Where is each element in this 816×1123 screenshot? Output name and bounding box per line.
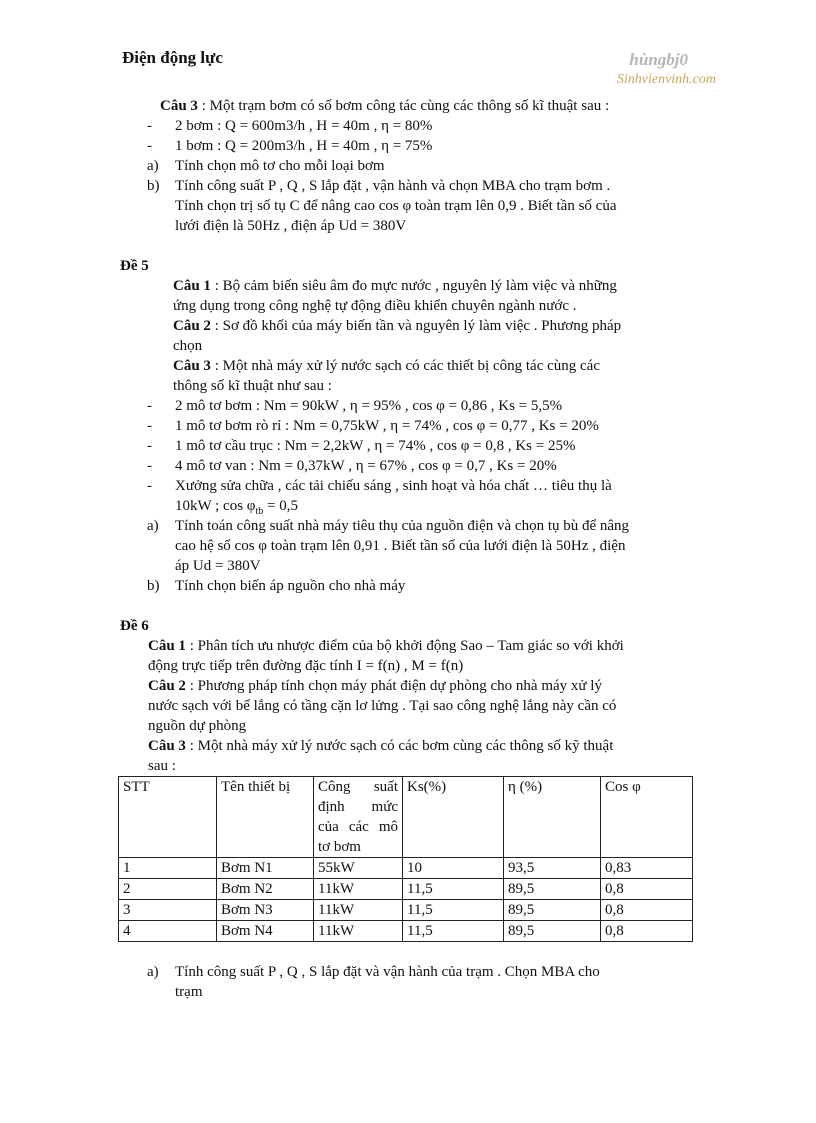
document-body [120,96,716,1002]
list-item: a) Tính công suất P , Q , S lắp đặt và vận hành của trạm . Chọn MBA cho trạm [147,964,600,1000]
table-row [119,900,693,921]
header-cell: η (%) [504,777,601,858]
table-cell: 55kW [314,858,403,879]
section-title-de5: Đề 5 [120,258,149,274]
table-cell: 11kW [314,900,403,921]
table-cell: 11kW [314,879,403,900]
header-cell: Cos φ [601,777,693,858]
watermark-site: Sinhvienvinh.com [616,72,716,87]
header-cell: STT [119,777,217,858]
list-item: - 1 bơm : Q = 200m3/h , H = 40m , η = 75% [147,138,433,154]
header-cell: Công suất định mức của các mô tơ bơm [314,777,403,858]
de6-cau2: Câu 2 : Phương pháp tính chọn máy phát điện dự phòng cho nhà máy xử lý nước sạch với bể lắng có tầng cặn lơ lửng . Tại sao công nghệ lắng này cần có nguồn dự phòng [148,678,617,734]
table-cell: Bơm N3 [217,900,314,921]
page-title: Điện động lực [122,48,223,67]
table-cell: 1 [119,858,217,879]
table-cell: 11,5 [403,921,504,942]
watermark-name: hùngbj0 [629,50,688,69]
table-cell: 10 [403,858,504,879]
table-cell: 89,5 [504,921,601,942]
de5-cau2: Câu 2 : Sơ đồ khối của máy biến tần và nguyên lý làm việc . Phương pháp chọn [173,318,622,354]
table-cell: 0,8 [601,900,693,921]
table-cell: 0,83 [601,858,693,879]
list-item: - 1 mô tơ bơm rò rỉ : Nm = 0,75kW , η = 74% , cos φ = 0,77 , Ks = 20% [147,418,599,434]
table-cell: 11,5 [403,879,504,900]
spec-table [118,776,693,942]
table-cell: 4 [119,921,217,942]
section-title-de6: Đề 6 [120,618,149,634]
table-cell: 89,5 [504,900,601,921]
page-header [122,48,718,93]
table-cell: Bơm N1 [217,858,314,879]
header-cell: Ks(%) [403,777,504,858]
list-item: a) Tính toán công suất nhà máy tiêu thụ của nguồn điện và chọn tụ bù để nâng cao hệ số cos φ toàn trạm lên 0,91 . Biết tần số của lưới điện là 50Hz , điện áp Ud = 380V [147,518,630,574]
list-item: - 2 bơm : Q = 600m3/h , H = 40m , η = 80% [147,118,433,134]
table-header-row [119,777,693,858]
table-row [119,879,693,900]
list-item: a) Tính chọn mô tơ cho mỗi loại bơm [147,158,385,174]
de5-cau3: Câu 3 : Một nhà máy xử lý nước sạch có các thiết bị công tác cùng các thông số kĩ thuật như sau : [173,358,600,394]
table-cell: 89,5 [504,879,601,900]
list-item: - 1 mô tơ cầu trục : Nm = 2,2kW , η = 74% , cos φ = 0,8 , Ks = 25% [147,438,576,454]
cau3-intro: Câu 3 : Một trạm bơm có số bơm công tác cùng các thông số kĩ thuật sau : [160,98,610,114]
de5-cau1: Câu 1 : Bộ cảm biến siêu âm đo mực nước , nguyên lý làm việc và những ứng dụng trong công nghệ tự động điều khiển chuyên ngành nước . [173,278,617,314]
list-item: - Xưởng sửa chữa , các tải chiếu sáng , sinh hoạt và hóa chất … tiêu thụ là 10kW ; $\cos \varphi_{tb} = 0,5$ [147,478,612,517]
table-cell: 3 [119,900,217,921]
table-cell: 2 [119,879,217,900]
table-row [119,921,693,942]
list-item: - 2 mô tơ bơm : Nm = 90kW , η = 95% , cos φ = 0,86 , Ks = 5,5% [147,398,563,414]
de6-cau3: Câu 3 : Một nhà máy xử lý nước sạch có các bơm cùng các thông số kỹ thuật sau : [148,738,614,774]
list-item: b) Tính công suất P , Q , S lắp đặt , vận hành và chọn MBA cho trạm bơm . Tính chọn trị số tụ C để nâng cao cos φ toàn trạm lên 0,9 . Biết tần số của lưới điện là 50Hz , điện áp Ud = 380V [147,178,617,234]
de6-cau1: Câu 1 : Phân tích ưu nhược điểm của bộ khởi động Sao – Tam giác so với khởi động trực tiếp trên đường đặc tính I = f(n) , M = f(n) [148,638,624,674]
table-cell: 0,8 [601,921,693,942]
list-item: - 4 mô tơ van : Nm = 0,37kW , η = 67% , cos φ = 0,7 , Ks = 20% [147,458,557,474]
list-item: b) Tính chọn biến áp nguồn cho nhà máy [147,578,406,594]
table-cell: 11kW [314,921,403,942]
header-cell: Tên thiết bị [217,777,314,858]
table-cell: Bơm N2 [217,879,314,900]
table-cell: 0,8 [601,879,693,900]
table-cell: 11,5 [403,900,504,921]
table-cell: 93,5 [504,858,601,879]
table-row [119,858,693,879]
table-cell: Bơm N4 [217,921,314,942]
